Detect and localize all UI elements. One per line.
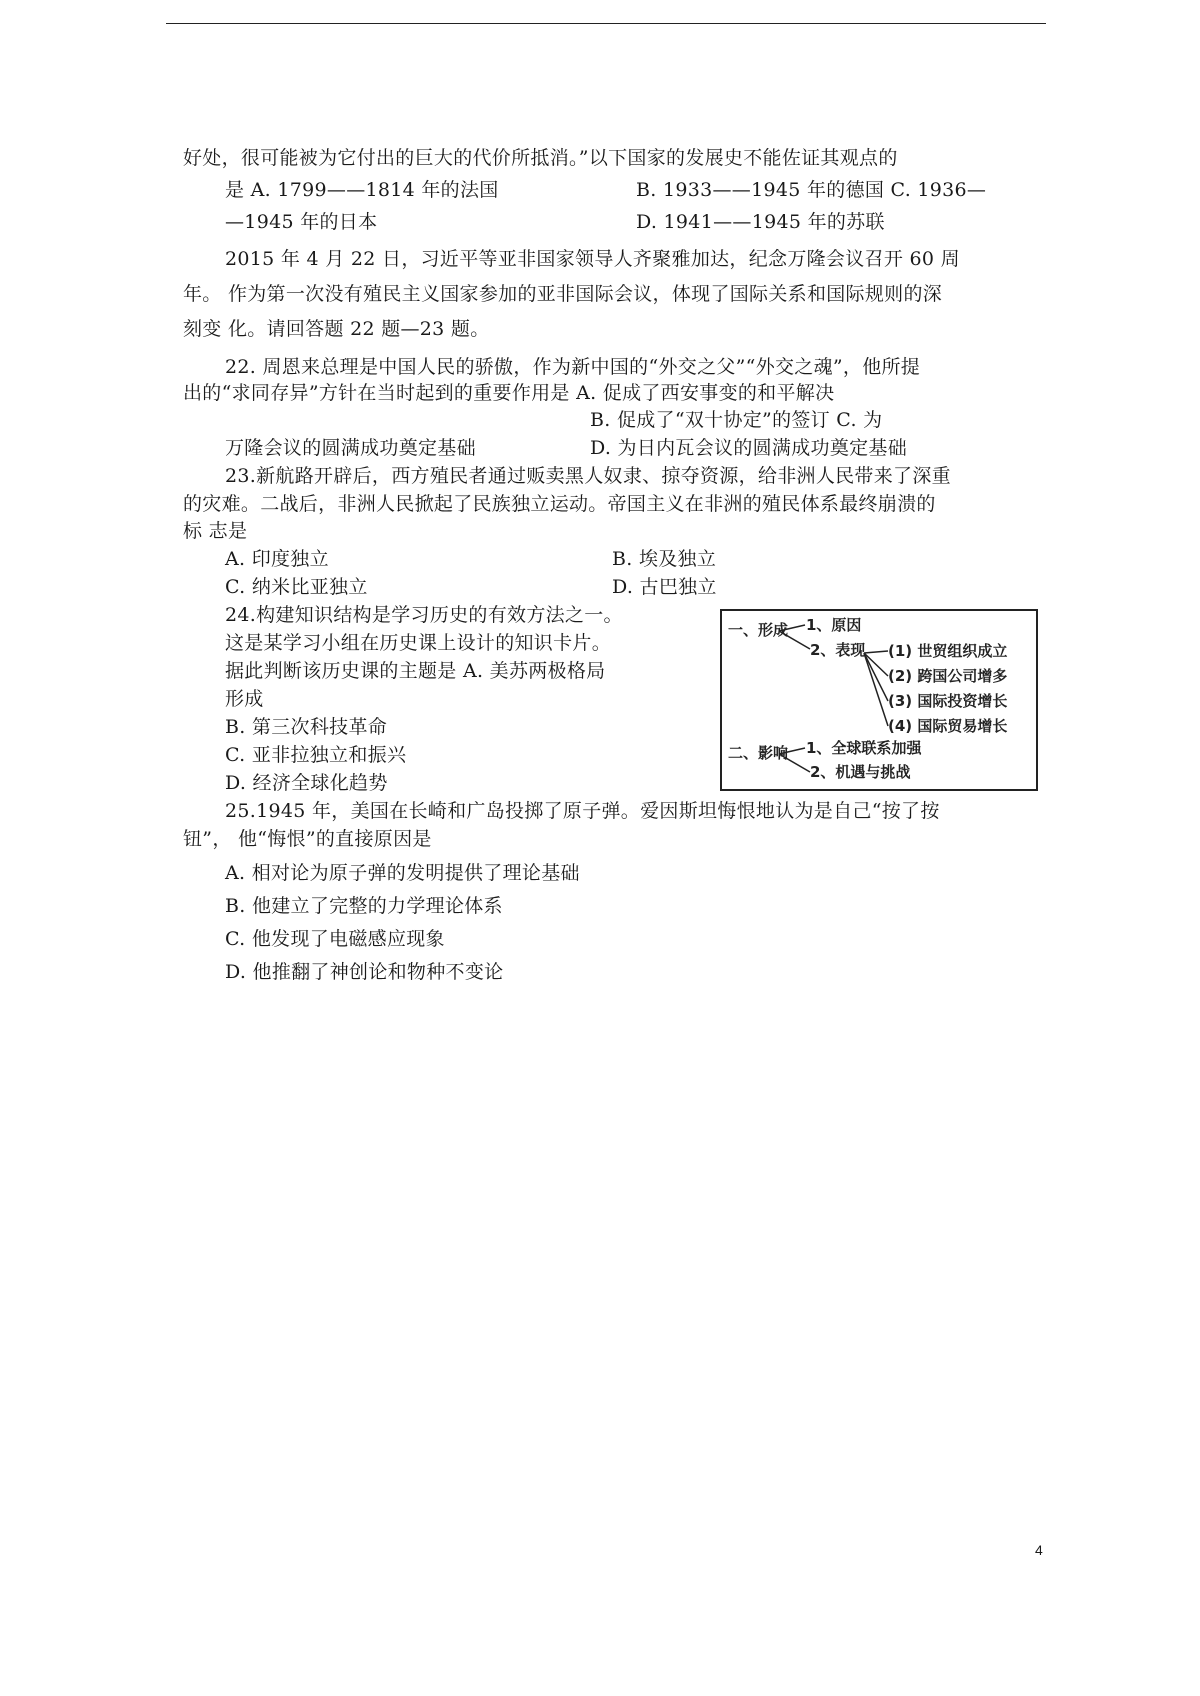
q24-line-2: 这是某学习小组在历史课上设计的知识卡片。: [225, 632, 612, 654]
intro-line-2: 年。 作为第一次没有殖民主义国家参加的亚非国际会议，体现了国际关系和国际规则的深: [183, 283, 943, 305]
q22-option-d: D. 为日内瓦会议的圆满成功奠定基础: [590, 437, 908, 459]
q22-line-3: B. 促成了“双十协定”的签订 C. 为: [590, 409, 883, 431]
q23-option-d: D. 古巴独立: [612, 576, 717, 598]
card-formation: 一、形成: [728, 621, 789, 639]
q21-option-c-cont: —1945 年的日本: [225, 211, 378, 233]
q24-line-4: 形成: [225, 688, 264, 710]
card-manifestation-4: (4) 国际贸易增长: [888, 717, 1008, 735]
intro-line-3: 刻变 化。请回答题 22 题—23 题。: [183, 318, 490, 340]
knowledge-card: [720, 609, 1038, 791]
q21-option-bc: B. 1933——1945 年的德国 C. 1936—: [636, 179, 987, 201]
card-manifestation-3: (3) 国际投资增长: [888, 692, 1008, 710]
q23-line-3: 标 志是: [183, 520, 248, 542]
text-line: 好处，很可能被为它付出的巨大的代价所抵消。”以下国家的发展史不能佐证其观点的: [183, 147, 898, 169]
card-manifestation-2: (2) 跨国公司增多: [888, 667, 1008, 685]
q24-line-1: 24.构建知识结构是学习历史的有效方法之一。: [225, 604, 623, 626]
q24-option-c: C. 亚非拉独立和振兴: [225, 744, 407, 766]
card-impact-2: 2、机遇与挑战: [810, 763, 911, 781]
q23-option-c: C. 纳米比亚独立: [225, 576, 368, 598]
card-manifestation-1: (1) 世贸组织成立: [888, 642, 1008, 660]
q22-line-2: 出的“求同存异”方针在当时起到的重要作用是 A. 促成了西安事变的和平解决: [183, 382, 835, 404]
q25-line-2: 钮”， 他“悔恨”的直接原因是: [183, 828, 432, 850]
q24-option-b: B. 第三次科技革命: [225, 716, 388, 738]
q24-line-3: 据此判断该历史课的主题是 A. 美苏两极格局: [225, 660, 606, 682]
q23-line-1: 23.新航路开辟后，西方殖民者通过贩卖黑人奴隶、掠夺资源，给非洲人民带来了深重: [225, 465, 951, 487]
q21-option-d: D. 1941——1945 年的苏联: [636, 211, 885, 233]
q25-option-c: C. 他发现了电磁感应现象: [225, 928, 445, 950]
card-cause: 1、原因: [806, 616, 862, 634]
q25-option-d: D. 他推翻了神创论和物种不变论: [225, 961, 504, 983]
q23-line-2: 的灾难。二战后，非洲人民掀起了民族独立运动。帝国主义在非洲的殖民体系最终崩溃的: [183, 493, 936, 515]
q24-option-d: D. 经济全球化趋势: [225, 772, 388, 794]
q21-option-a: 是 A. 1799——1814 年的法国: [225, 179, 499, 201]
card-manifestation: 2、表现: [810, 641, 866, 659]
q25-line-1: 25.1945 年，美国在长崎和广岛投掷了原子弹。爱因斯坦悔恨地认为是自己“按了按: [225, 800, 940, 822]
q22-line-1: 22. 周恩来总理是中国人民的骄傲，作为新中国的“外交之父”“外交之魂”，他所提: [225, 356, 921, 378]
q25-option-b: B. 他建立了完整的力学理论体系: [225, 895, 503, 917]
page-number: 4: [1035, 1542, 1043, 1558]
card-impact-1: 1、全球联系加强: [806, 739, 922, 757]
q23-option-a: A. 印度独立: [225, 548, 329, 570]
q22-line-4: 万隆会议的圆满成功奠定基础: [225, 437, 476, 459]
card-impact: 二、影响: [728, 744, 789, 762]
q23-option-b: B. 埃及独立: [612, 548, 717, 570]
intro-line-1: 2015 年 4 月 22 日，习近平等亚非国家领导人齐聚雅加达，纪念万隆会议召开 60 周: [225, 248, 960, 270]
header-rule: [166, 23, 1046, 24]
q25-option-a: A. 相对论为原子弹的发明提供了理论基础: [225, 862, 580, 884]
